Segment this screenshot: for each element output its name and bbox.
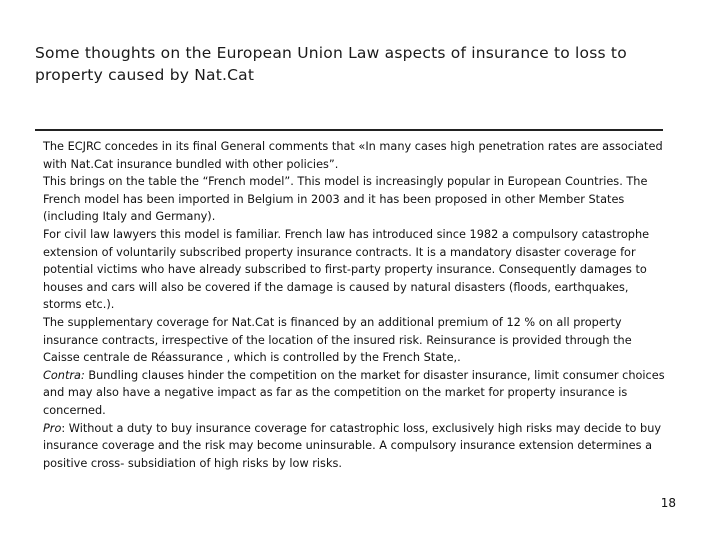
slide-title: Some thoughts on the European Union Law aspects of insurance to loss to property caused by Nat.Cat (35, 44, 627, 84)
pro-label: Pro (43, 421, 62, 435)
paragraph-supplementary-coverage: The supplementary coverage for Nat.Cat is financed by an additional premium of 12 % on all property insurance contracts, irrespective of the location of the insured risk. Reinsurance is provided through the Caisse centrale de Réassurance , which is controlled by the French State,. (43, 315, 632, 365)
pro-text: : Without a duty to buy insurance coverage for catastrophic loss, exclusively high risks may decide to buy insurance coverage and the risk may become uninsurable. A compulsory insurance extension determines a positive cross- subsidiation of high risks by low risks. (43, 421, 662, 470)
paragraph-contra (43, 367, 668, 420)
paragraph-pro (43, 420, 668, 473)
title-divider (35, 129, 663, 131)
slide-body (43, 138, 668, 472)
paragraph-ecjrc: The ECJRC concedes in its final General comments that «In many cases high penetration rates are associated with Nat.Cat insurance bundled with other policies”. (43, 140, 663, 171)
page-number: 18 (660, 496, 676, 510)
paragraph-french-model: This brings on the table the “French model”. This model is increasingly popular in European Countries. The French model has been imported in Belgium in 2003 and it has been proposed in other Member States (including Italy and Germany). (43, 175, 648, 224)
contra-label: Contra: (43, 368, 85, 382)
paragraph-civil-law: For civil law lawyers this model is familiar. French law has introduced since 1982 a compulsory catastrophe extension of voluntarily subscribed property insurance contracts. It is a mandatory disaster coverage for potential victims who have already subscribed to first-party property insurance. Consequently damages to houses and cars will also be covered if the damage is caused by natural disasters (floods, earthquakes, storms etc.). (43, 227, 650, 312)
contra-text: Bundling clauses hinder the competition on the market for disaster insurance, limit consumer choices and may also have a negative impact as far as the competition on the market for property insurance is concerned. (43, 368, 665, 417)
